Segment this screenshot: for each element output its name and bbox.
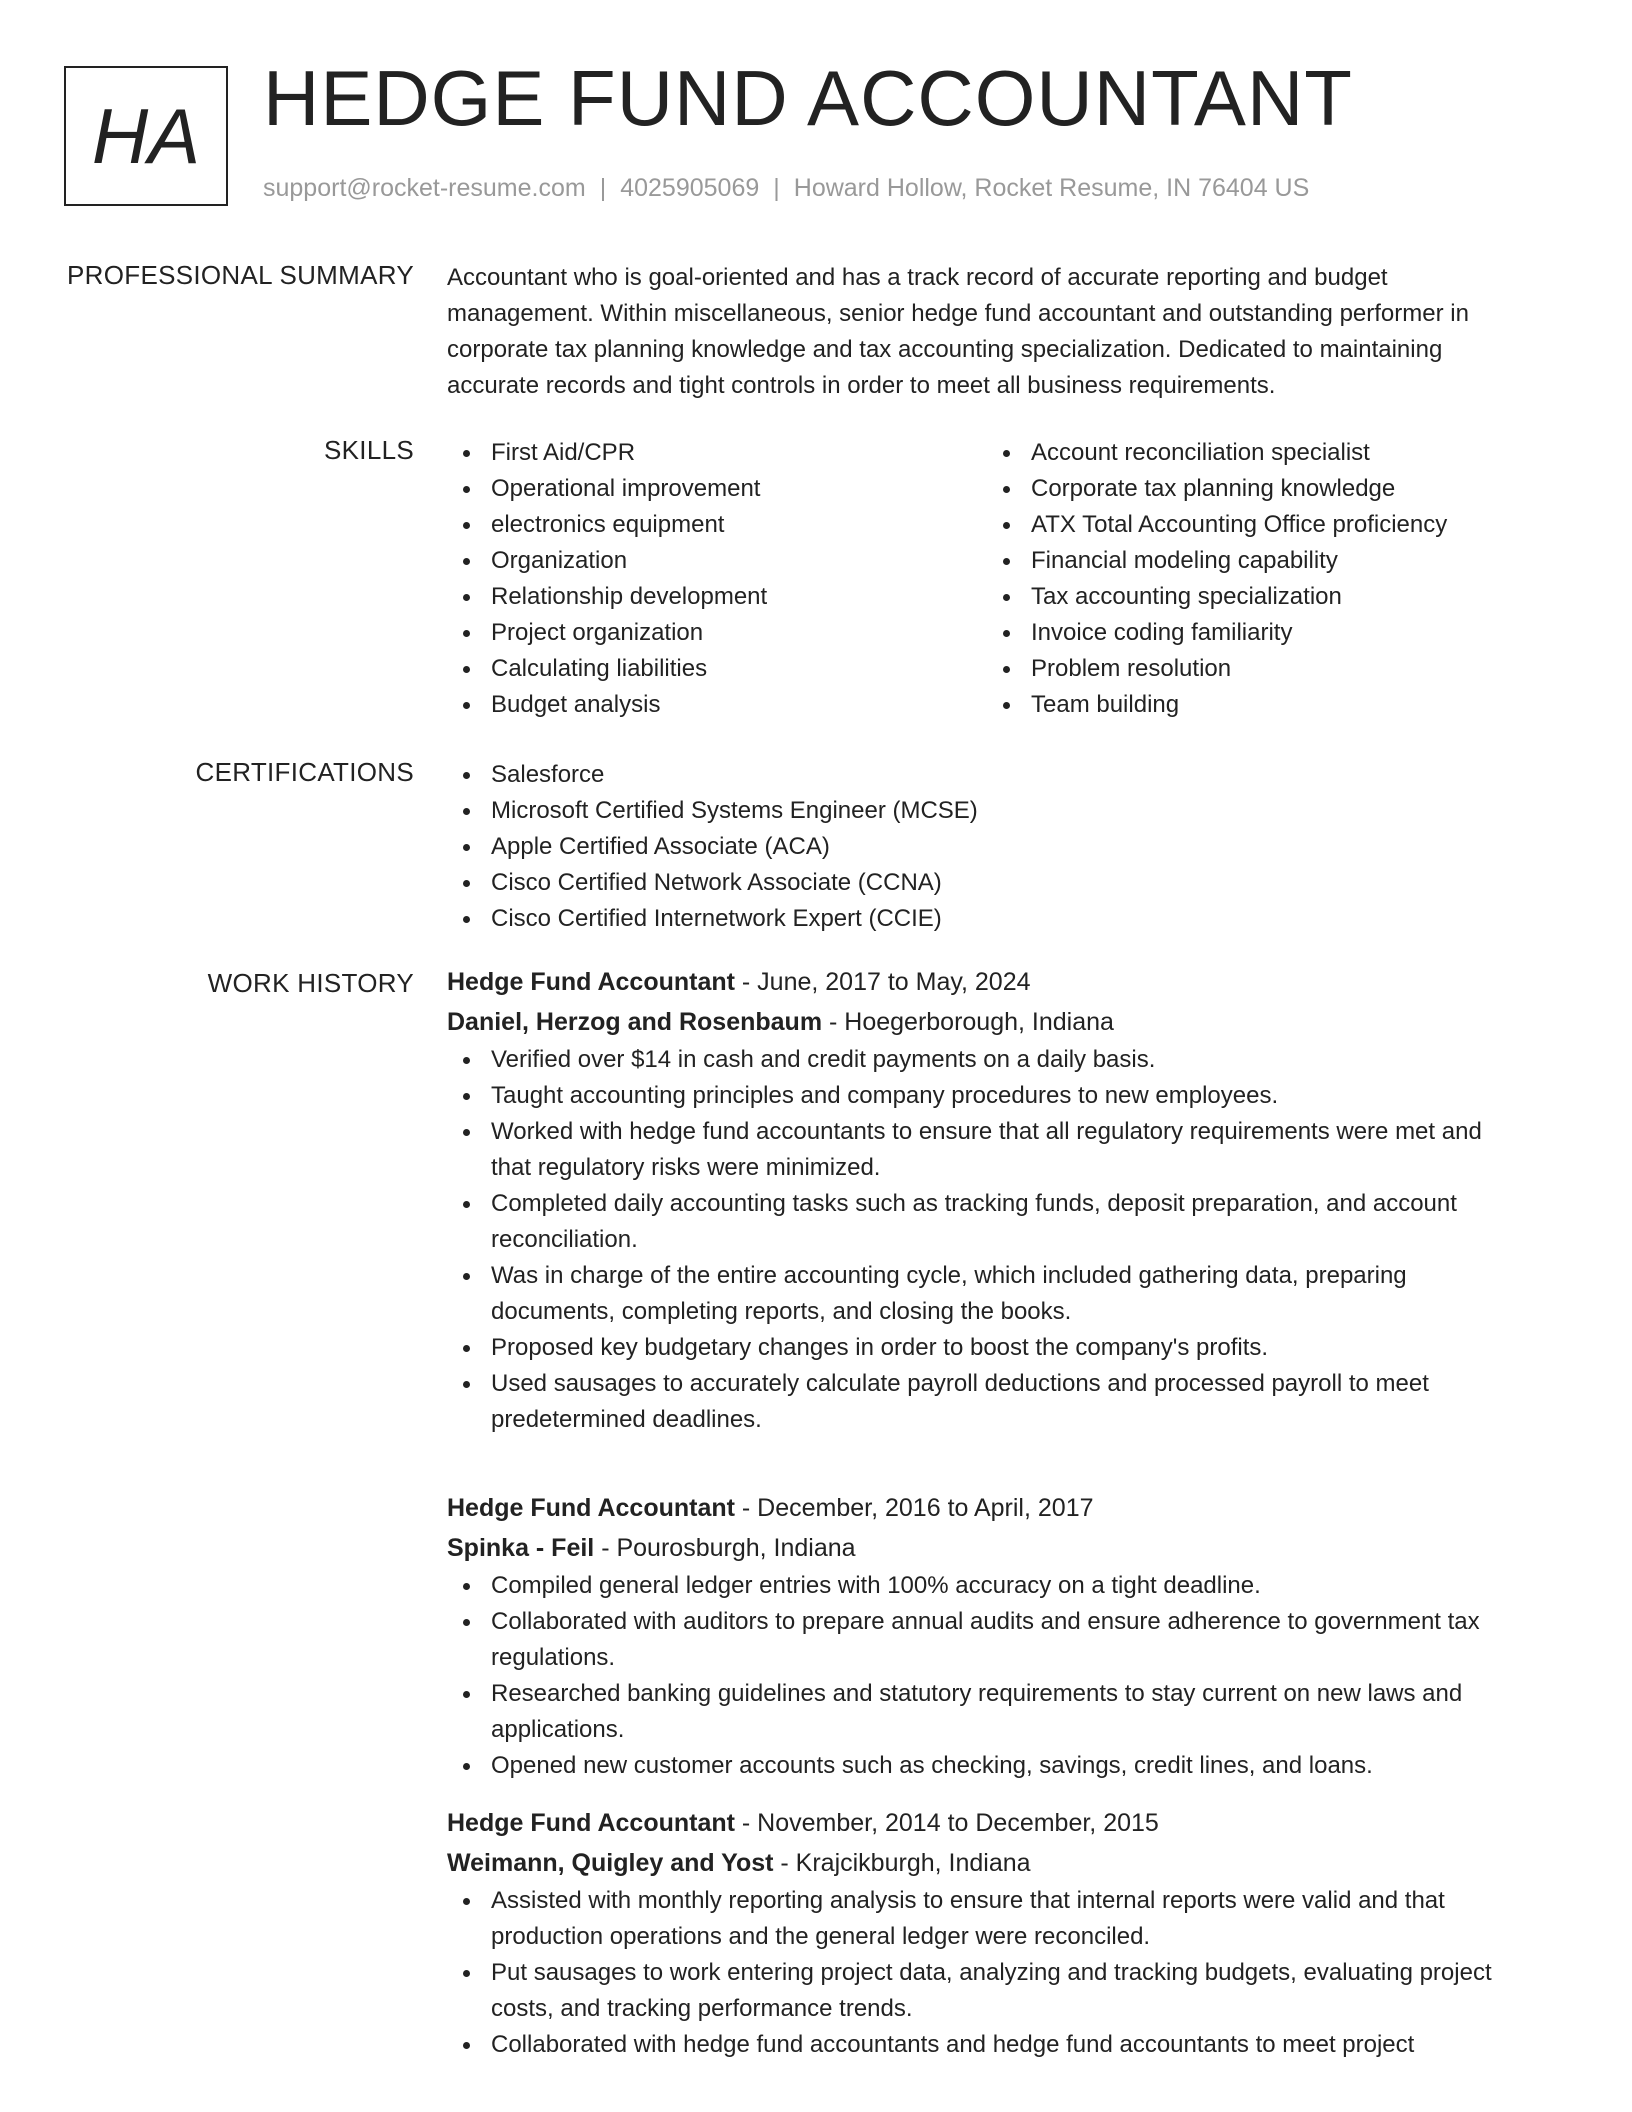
list-item: Project organization	[447, 615, 987, 651]
list-item: Completed daily accounting tasks such as tracking funds, deposit preparation, and account reconciliation.	[447, 1186, 1527, 1258]
list-item: Proposed key budgetary changes in order to boost the company's profits.	[447, 1330, 1527, 1366]
section-title-summary: PROFESSIONAL SUMMARY	[67, 260, 414, 290]
list-item: Account reconciliation specialist	[987, 435, 1527, 471]
job-entry	[447, 962, 1527, 1438]
list-item: Calculating liabilities	[447, 651, 987, 687]
job-role: Hedge Fund Accountant	[447, 1494, 735, 1522]
job-title-line	[447, 1488, 1527, 1528]
job-bullets	[447, 1883, 1527, 2063]
job-bullets	[447, 1042, 1527, 1438]
list-item: Assisted with monthly reporting analysis to ensure that internal reports were valid and that production operations and the general ledger were reconciled.	[447, 1883, 1527, 1955]
monogram-initials: HA	[91, 91, 201, 180]
list-item: Financial modeling capability	[987, 543, 1527, 579]
job-company-line	[447, 1002, 1527, 1042]
job-title-line	[447, 1803, 1527, 1843]
resume-name: HEDGE FUND ACCOUNTANT	[263, 54, 1353, 142]
skills-body	[447, 435, 1527, 723]
list-item: Microsoft Certified Systems Engineer (MCSE)	[447, 793, 1527, 829]
list-item: Put sausages to work entering project data, analyzing and tracking budgets, evaluating project costs, and tracking performance trends.	[447, 1955, 1527, 2027]
job-role: Hedge Fund Accountant	[447, 968, 735, 996]
list-item: First Aid/CPR	[447, 435, 987, 471]
list-item: Team building	[987, 687, 1527, 723]
list-item: Corporate tax planning knowledge	[987, 471, 1527, 507]
contact-line	[263, 174, 1309, 203]
job-entry	[447, 1488, 1527, 1784]
list-item: Operational improvement	[447, 471, 987, 507]
list-item: Collaborated with auditors to prepare annual audits and ensure adherence to government tax regulations.	[447, 1604, 1527, 1676]
job-dates: - December, 2016 to April, 2017	[734, 1494, 1094, 1522]
job-location: - Hoegerborough, Indiana	[822, 1008, 1114, 1036]
list-item: Cisco Certified Network Associate (CCNA)	[447, 865, 1527, 901]
job-company: Spinka - Feil	[447, 1534, 595, 1562]
section-title-work-history: WORK HISTORY	[207, 968, 414, 998]
summary-text: Accountant who is goal-oriented and has a track record of accurate reporting and budget management. Within miscellaneous, senior hedge fund accountant and outstanding performer in corporate tax planning knowledge and tax accounting specialization. Dedicated to maintaining accurate records and tight controls in order to meet all business requirements.	[447, 264, 1469, 399]
job-dates: - November, 2014 to December, 2015	[734, 1809, 1159, 1837]
list-item: Taught accounting principles and company procedures to new employees.	[447, 1078, 1527, 1114]
list-item: Tax accounting specialization	[987, 579, 1527, 615]
certifications-list	[447, 757, 1527, 937]
skills-left-list	[447, 435, 987, 723]
monogram-box	[64, 66, 228, 206]
job-bullets	[447, 1568, 1527, 1784]
job-title-line	[447, 962, 1527, 1002]
list-item: Verified over $14 in cash and credit payments on a daily basis.	[447, 1042, 1527, 1078]
job-role: Hedge Fund Accountant	[447, 1809, 735, 1837]
job-company: Weimann, Quigley and Yost	[447, 1849, 774, 1877]
section-title-skills: SKILLS	[324, 435, 414, 465]
job-dates: - June, 2017 to May, 2024	[734, 968, 1031, 996]
list-item: Apple Certified Associate (ACA)	[447, 829, 1527, 865]
skills-right-list	[987, 435, 1527, 723]
job-company-line	[447, 1528, 1527, 1568]
contact-separator: |	[773, 174, 780, 202]
job-location: - Pourosburgh, Indiana	[594, 1534, 856, 1562]
list-item: Opened new customer accounts such as checking, savings, credit lines, and loans.	[447, 1748, 1527, 1784]
job-entry	[447, 1803, 1527, 2063]
job-company-line	[447, 1843, 1527, 1883]
list-item: Collaborated with hedge fund accountants and hedge fund accountants to meet project	[447, 2027, 1527, 2063]
list-item: Was in charge of the entire accounting cycle, which included gathering data, preparing documents, completing reports, and closing the books.	[447, 1258, 1527, 1330]
list-item: Used sausages to accurately calculate payroll deductions and processed payroll to meet predetermined deadlines.	[447, 1366, 1527, 1438]
summary-body	[447, 260, 1517, 404]
list-item: Organization	[447, 543, 987, 579]
list-item: Researched banking guidelines and statutory requirements to stay current on new laws and applications.	[447, 1676, 1527, 1748]
section-title-certifications: CERTIFICATIONS	[195, 757, 414, 787]
list-item: ATX Total Accounting Office proficiency	[987, 507, 1527, 543]
list-item: Invoice coding familiarity	[987, 615, 1527, 651]
list-item: Problem resolution	[987, 651, 1527, 687]
list-item: Salesforce	[447, 757, 1527, 793]
list-item: Cisco Certified Internetwork Expert (CCIE)	[447, 901, 1527, 937]
contact-email[interactable]: support@rocket-resume.com	[263, 174, 586, 202]
list-item: electronics equipment	[447, 507, 987, 543]
certifications-body	[447, 757, 1527, 937]
list-item: Worked with hedge fund accountants to ensure that all regulatory requirements were met and that regulatory risks were minimized.	[447, 1114, 1527, 1186]
contact-separator: |	[599, 174, 607, 202]
skills-grid	[447, 435, 1527, 723]
contact-phone[interactable]: 4025905069	[620, 174, 760, 202]
list-item: Relationship development	[447, 579, 987, 615]
job-company: Daniel, Herzog and Rosenbaum	[447, 1008, 823, 1036]
list-item: Compiled general ledger entries with 100% accuracy on a tight deadline.	[447, 1568, 1527, 1604]
contact-address: Howard Hollow, Rocket Resume, IN 76404 US	[793, 174, 1310, 202]
list-item: Budget analysis	[447, 687, 987, 723]
job-location: - Krajcikburgh, Indiana	[773, 1849, 1031, 1877]
